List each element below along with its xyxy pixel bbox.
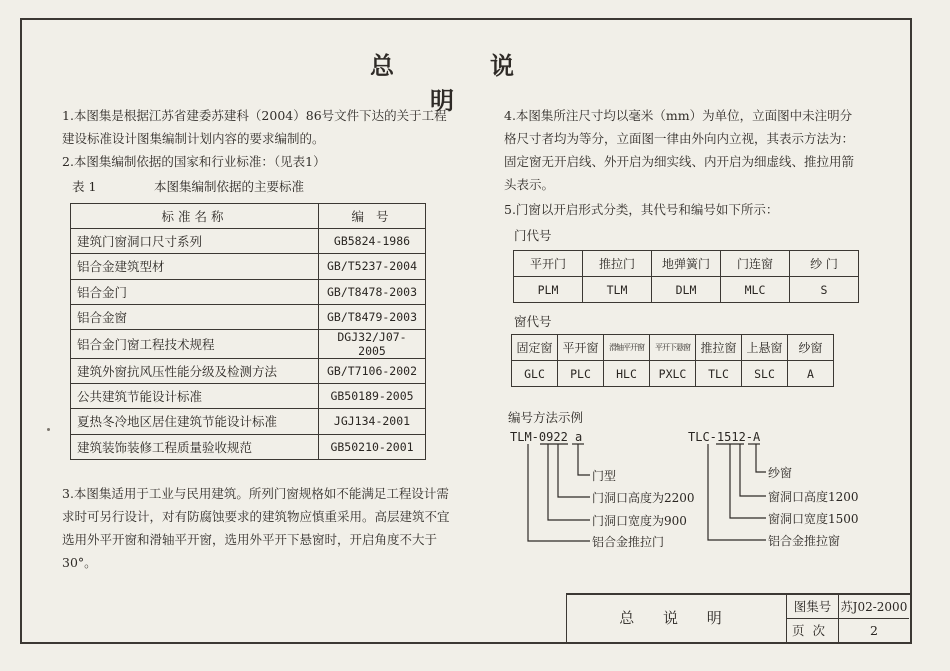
example-door-label: 门洞口高度为2200	[592, 491, 695, 505]
page-number-value: 2	[870, 623, 878, 638]
table-caption	[72, 177, 304, 195]
door-type-code: TLM	[583, 277, 652, 303]
page-title: 总 说 明	[370, 51, 610, 115]
standard-name: 铝合金窗	[71, 304, 319, 329]
door-name-row	[514, 251, 859, 277]
standard-name: 公共建筑节能设计标准	[71, 384, 319, 409]
standard-code: GB/T8478-2003	[319, 279, 426, 304]
door-type-name: 推拉门	[583, 251, 652, 277]
table-row	[71, 279, 426, 304]
example-window-label: 窗洞口高度1200	[768, 490, 859, 504]
standard-name: 铝合金门窗工程技术规程	[71, 329, 319, 358]
door-type-name: 门连窗	[721, 251, 790, 277]
atlas-number-label: 图集号	[787, 595, 839, 619]
window-type-name: 固定窗	[512, 335, 558, 361]
note-paragraph-5: 5.门窗以开启形式分类，其代号和编号如下所示：	[504, 202, 779, 217]
note-paragraph-3: 3.本图集适用于工业与民用建筑。所列门窗规格如不能满足工程设计需求时可另行设计，对有防腐蚀要求的建筑物应慎重采用。高层建筑不宜选用外平开窗和滑轴平开窗，选用外平开下悬窗时，开启角度不大于30°。	[62, 486, 450, 570]
note-paragraph-2: 2.本图集编制依据的国家和行业标准：（见表1）	[62, 154, 326, 169]
example-door-label: 门型	[592, 469, 617, 483]
header-standard-code: 编 号	[319, 204, 426, 229]
door-type-code: PLM	[514, 277, 583, 303]
door-code-row	[514, 277, 859, 303]
scan-speck	[47, 428, 50, 431]
header-standard-name: 标准名称	[71, 204, 319, 229]
standard-name: 建筑外窗抗风压性能分级及检测方法	[71, 358, 319, 383]
door-type-name: 纱 门	[790, 251, 859, 277]
table-row	[71, 434, 426, 459]
window-type-code: TLC	[696, 361, 742, 387]
standard-name: 铝合金门	[71, 279, 319, 304]
standards-table	[70, 203, 426, 460]
table-row	[71, 329, 426, 358]
standard-name: 建筑门窗洞口尺寸系列	[71, 229, 319, 254]
standard-code: JGJ134-2001	[319, 409, 426, 434]
note-paragraph-4: 4.本图集所注尺寸均以毫米（mm）为单位，立面图中未注明分格尺寸者均为等分，立面图一律由外向内立视，其表示方法为：固定窗无开启线、外开启为细实线、内开启为细虚线、推拉用箭头表示。	[504, 108, 855, 192]
window-type-name: 平开窗	[558, 335, 604, 361]
door-type-code: DLM	[652, 277, 721, 303]
page-number-label: 页次	[787, 619, 839, 642]
standard-code: DGJ32/J07-2005	[319, 329, 426, 358]
window-type-name: 滑轴平开窗	[604, 335, 650, 361]
standard-code: GB/T8479-2003	[319, 304, 426, 329]
title-block-title: 总 说 明	[567, 595, 787, 642]
window-type-code: PLC	[558, 361, 604, 387]
window-type-code: HLC	[604, 361, 650, 387]
window-type-name: 推拉窗	[696, 335, 742, 361]
standard-name: 夏热冬冷地区居住建筑节能设计标准	[71, 409, 319, 434]
window-code-row	[512, 361, 834, 387]
table-title: 本图集编制依据的主要标准	[154, 179, 305, 194]
example-door-label: 铝合金推拉门	[592, 535, 665, 549]
table-row	[71, 254, 426, 279]
standard-code: GB50189-2005	[319, 384, 426, 409]
window-code-table	[511, 334, 834, 387]
table-row	[71, 384, 426, 409]
door-code-label: 门代号	[514, 228, 552, 243]
door-type-code: MLC	[721, 277, 790, 303]
title-block	[566, 593, 910, 642]
table-row	[71, 358, 426, 383]
example-door-code: TLM-0922 a	[510, 430, 583, 444]
table-row	[71, 229, 426, 254]
window-type-code: GLC	[512, 361, 558, 387]
window-type-name: 纱窗	[788, 335, 834, 361]
example-window-label: 窗洞口宽度1500	[768, 512, 859, 526]
example-window-label: 铝合金推拉窗	[768, 534, 841, 548]
numbering-example-title: 编号方法示例	[508, 410, 584, 425]
example-window-code: TLC-1512-A	[688, 430, 761, 444]
window-type-code: SLC	[742, 361, 788, 387]
table-row	[71, 409, 426, 434]
example-door-label: 门洞口宽度为900	[592, 514, 687, 528]
door-type-code: S	[790, 277, 859, 303]
standard-code: GB/T7106-2002	[319, 358, 426, 383]
door-code-table	[513, 250, 859, 303]
window-type-code: PXLC	[650, 361, 696, 387]
standard-name: 建筑装饰装修工程质量验收规范	[71, 434, 319, 459]
table-number: 表 1	[72, 179, 97, 194]
table-header-row	[71, 204, 426, 229]
standard-code: GB5824-1986	[319, 229, 426, 254]
note-paragraph-1: 1.本图集是根据江苏省建委苏建科（2004）86号文件下达的关于工程建设标准设计图集编制计划内容的要求编制的。	[62, 108, 447, 146]
standard-code: GB50210-2001	[319, 434, 426, 459]
window-type-name: 上悬窗	[742, 335, 788, 361]
window-name-row	[512, 335, 834, 361]
example-window-label: 纱窗	[768, 466, 793, 480]
door-type-name: 地弹簧门	[652, 251, 721, 277]
window-type-code: A	[788, 361, 834, 387]
door-type-name: 平开门	[514, 251, 583, 277]
standard-name: 铝合金建筑型材	[71, 254, 319, 279]
window-type-name: 平开下悬窗	[650, 335, 696, 361]
window-code-label: 窗代号	[514, 314, 552, 329]
table-row	[71, 304, 426, 329]
standard-code: GB/T5237-2004	[319, 254, 426, 279]
atlas-number-value: 苏J02-2000	[839, 595, 909, 619]
